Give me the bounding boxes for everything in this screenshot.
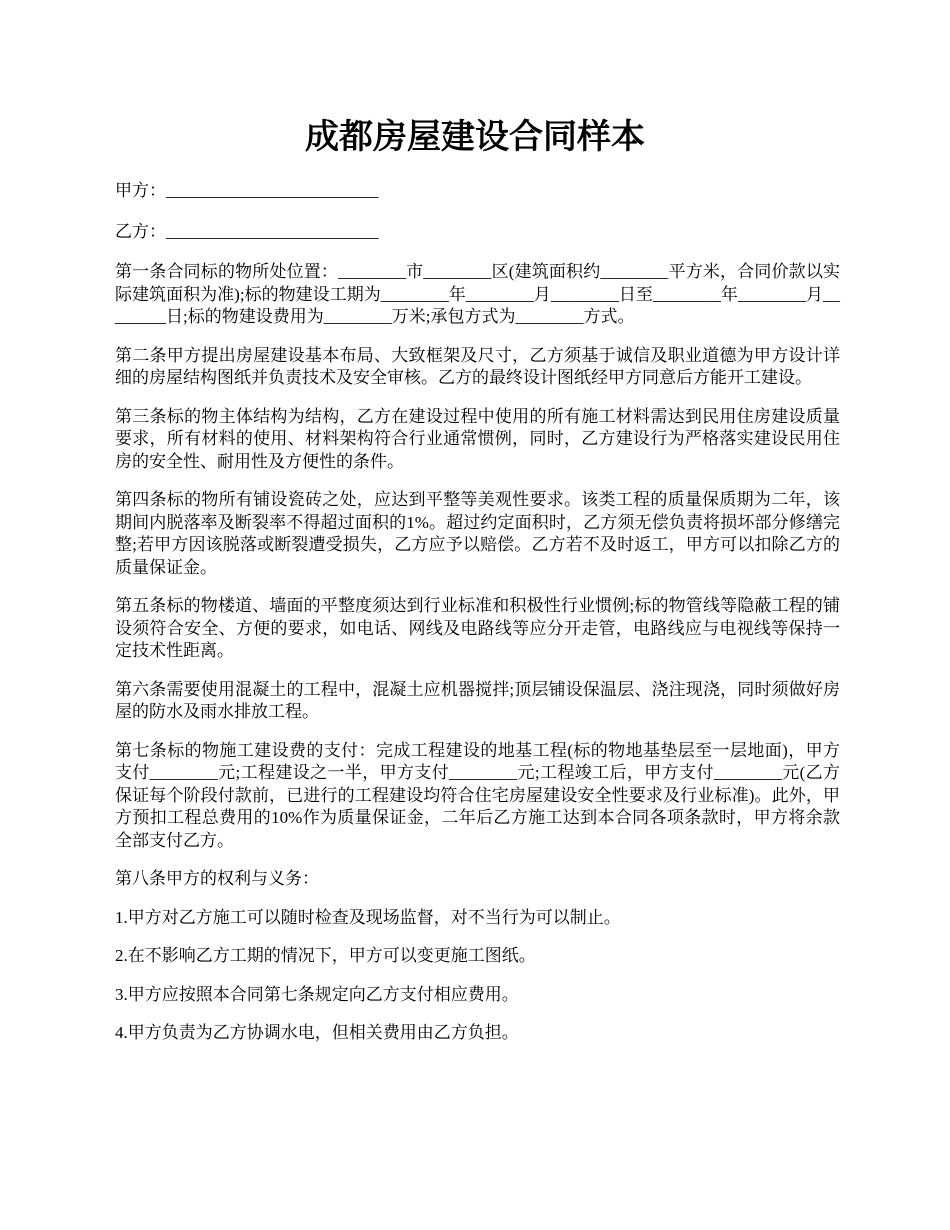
clause-6: 第六条需要使用混凝土的工程中，混凝土应机器搅拌;顶层铺设保温层、浇注现浇，同时须做好房屋的防水及雨水排放工程。	[115, 679, 840, 721]
clause-2: 第二条甲方提出房屋建设基本布局、大致框架及尺寸，乙方须基于诚信及职业道德为甲方设计详细的房屋结构图纸并负责技术及安全审核。乙方的最终设计图纸经甲方同意后方能开工建设。	[115, 345, 840, 387]
clause-8-item-2: 2.在不影响乙方工期的情况下，甲方可以变更施工图纸。	[115, 946, 536, 965]
clause-8-item-1: 1.甲方对乙方施工可以随时检查及现场监督，对不当行为可以制止。	[115, 907, 621, 927]
document-body	[115, 180, 840, 1061]
clause-7: 第七条标的物施工建设费的支付：完成工程建设的地基工程(标的物地基垫层至一层地面)，甲方支付________元;工程建设之一半，甲方支付________元;工程竣工后，甲方支付________元(乙方保证每个阶段付款前，已进行的工程建设均符合住宅房屋建设安全性要求及行业标准)。此外，甲方预扣工程总费用的10%作为质量保证金，二年后乙方施工达到本合同各项条款时，甲方将余款全部支付乙方。	[115, 740, 840, 850]
clause-8-item-4: 4.甲方负责为乙方协调水电，但相关费用由乙方负担。	[115, 1023, 519, 1042]
clause-8-heading: 第八条甲方的权利与义务：	[115, 869, 319, 888]
clause-1: 第一条合同标的物所处位置：________市________区(建筑面积约________平方米，合同价款以实际建筑面积为准);标的物建设工期为________年________月________日至________年________月________日;标的物建设费用为________万米;承包方式为________方式。	[115, 262, 840, 326]
clause-4: 第四条标的物所有铺设瓷砖之处，应达到平整等美观性要求。该类工程的质量保质期为二年，该期间内脱落率及断裂率不得超过面积的1%。超过约定面积时，乙方须无偿负责将损坏部分修缮完整;若甲方因该脱落或断裂遭受损失，乙方应予以赔偿。乙方若不及时返工，甲方可以扣除乙方的质量保证金。	[115, 490, 840, 577]
document-title: 成都房屋建设合同样本	[305, 117, 645, 157]
party-b-line: 乙方：_________________________	[115, 221, 379, 241]
clause-8-item-3: 3.甲方应按照本合同第七条规定向乙方支付相应费用。	[115, 984, 519, 1004]
clause-3: 第三条标的物主体结构为结构，乙方在建设过程中使用的所有施工材料需达到民用住房建设质量要求，所有材料的使用、材料架构符合行业通常惯例，同时，乙方建设行为严格落实建设民用住房的安全性、耐用性及方便性的条件。	[115, 406, 840, 471]
party-a-line: 甲方：_________________________	[115, 181, 379, 200]
clause-5: 第五条标的物楼道、墙面的平整度须达到行业标准和积极性行业惯例;标的物管线等隐蔽工程的铺设须符合安全、方便的要求，如电话、网线及电路线等应分开走管，电路线应与电视线等保持一定技术性距离。	[115, 596, 840, 660]
